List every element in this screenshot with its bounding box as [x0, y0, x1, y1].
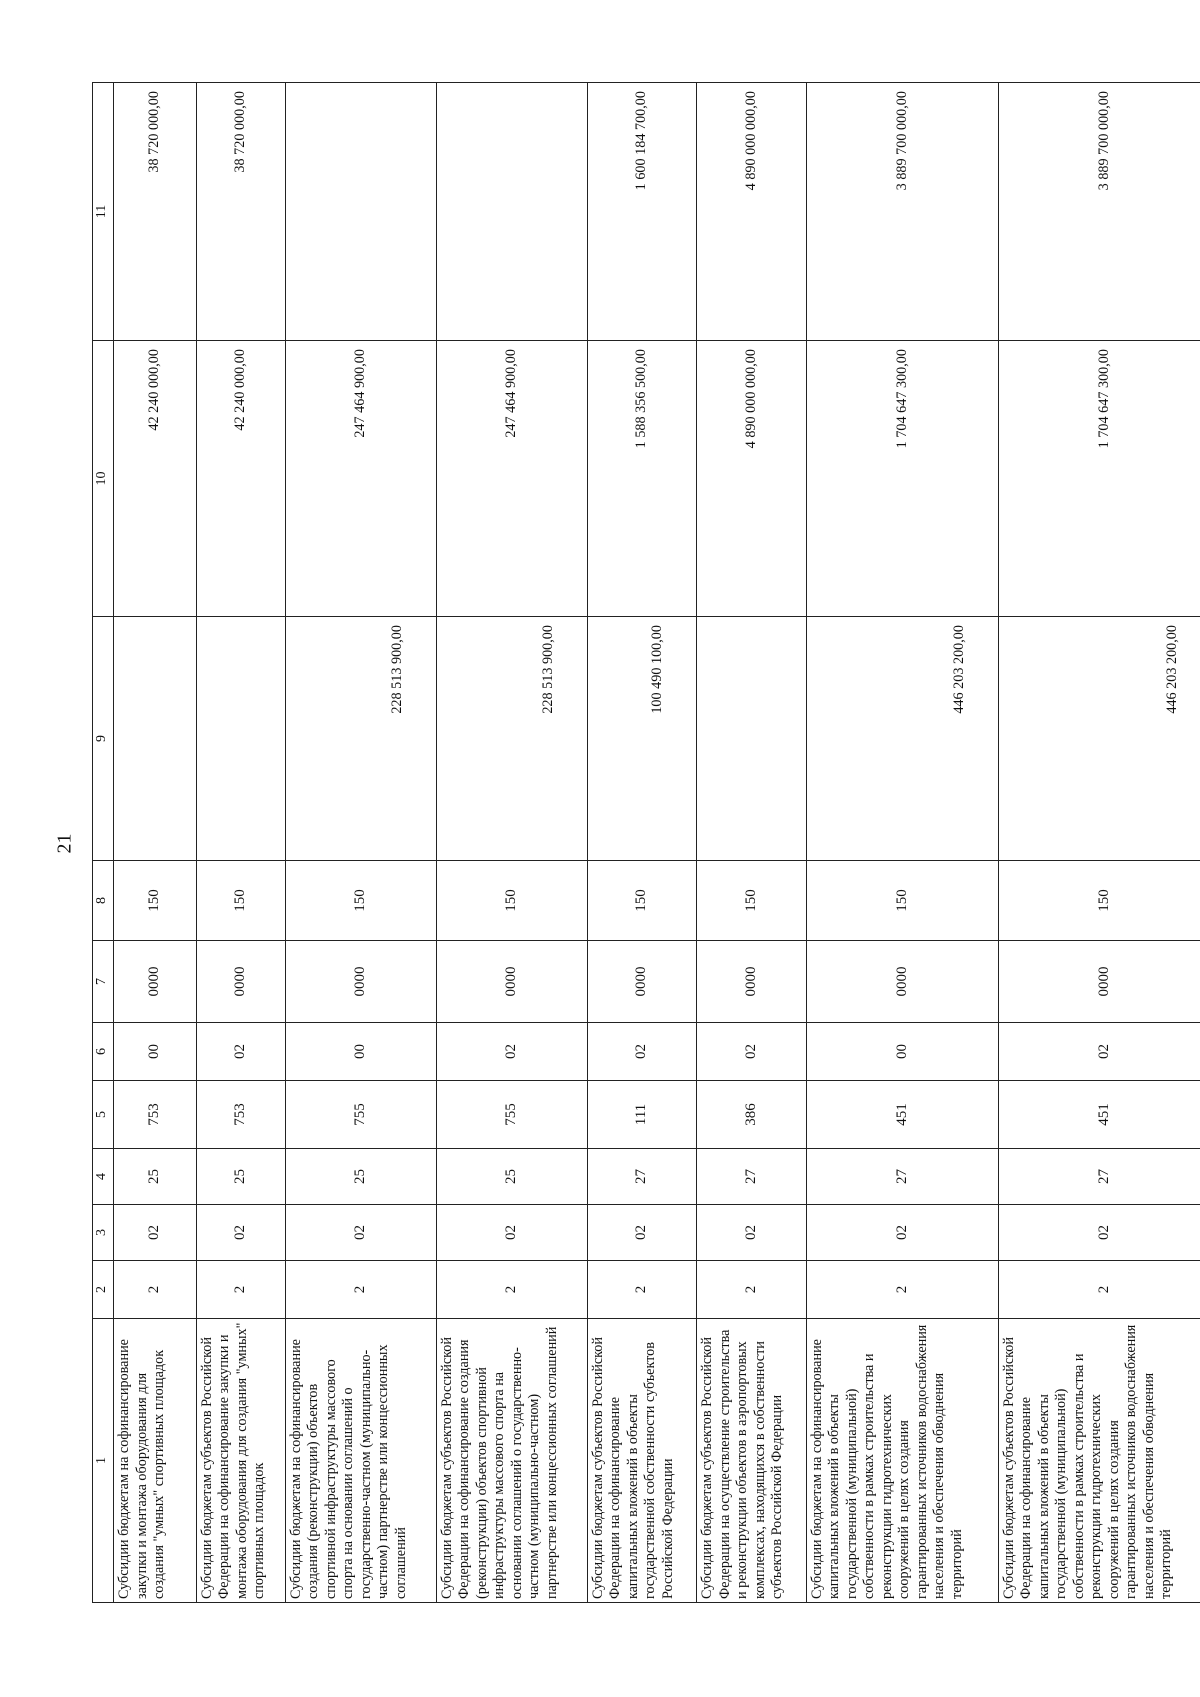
amount-col10: 42 240 000,00 — [196, 341, 285, 617]
kbk-code-cell: 2 — [587, 1261, 697, 1319]
amount-col11: 4 890 000 000,00 — [697, 83, 807, 341]
kbk-code-cell: 150 — [587, 861, 697, 941]
kbk-code-cell: 150 — [806, 861, 998, 941]
kbk-code-cell: 02 — [587, 1205, 697, 1261]
kbk-code-cell: 02 — [998, 1205, 1200, 1261]
column-header: 4 — [93, 1149, 114, 1205]
amount-col10: 1 704 647 300,00 — [806, 341, 998, 617]
row-description: Субсидии бюджетам субъектов Российской Федерации на осуществление строительства и реконструкции объектов в аэропортовых комплексах, находящихся в собственности субъектов Российской Федерации — [697, 1319, 807, 1603]
kbk-code-cell: 25 — [196, 1149, 285, 1205]
kbk-code-cell: 02 — [697, 1205, 807, 1261]
table-row — [806, 83, 998, 1603]
kbk-code-cell: 27 — [697, 1149, 807, 1205]
column-header: 9 — [93, 617, 114, 861]
kbk-code-cell: 150 — [196, 861, 285, 941]
kbk-code-cell: 451 — [806, 1081, 998, 1149]
kbk-code-cell: 386 — [697, 1081, 807, 1149]
kbk-code-cell: 111 — [587, 1081, 697, 1149]
table-row — [998, 83, 1200, 1603]
amount-col11: 38 720 000,00 — [114, 83, 197, 341]
amount-col11: 38 720 000,00 — [196, 83, 285, 341]
amount-col11 — [285, 83, 436, 341]
row-description: Субсидии бюджетам на софинансирование создания (реконструкции) объектов спортивной инфраструктуры массового спорта на основании соглашений о государственно-частном (муниципально-частном) партнерстве или концессионных соглашений — [285, 1319, 436, 1603]
kbk-code-cell: 0000 — [697, 941, 807, 1023]
kbk-code-cell: 753 — [114, 1081, 197, 1149]
kbk-code-cell: 755 — [285, 1081, 436, 1149]
kbk-code-cell: 150 — [998, 861, 1200, 941]
kbk-code-cell: 00 — [285, 1023, 436, 1081]
row-description: Субсидии бюджетам субъектов Российской Федерации на софинансирование создания (реконструкции) объектов спортивной инфраструктуры массового спорта на основании соглашений о государственно-частном (муниципально-частном) партнерстве или концессионных соглашений — [436, 1319, 587, 1603]
column-header: 7 — [93, 941, 114, 1023]
amount-col10: 1 704 647 300,00 — [998, 341, 1200, 617]
column-header: 6 — [93, 1023, 114, 1081]
amount-col10: 1 588 356 500,00 — [587, 341, 697, 617]
kbk-code-cell: 0000 — [196, 941, 285, 1023]
table-wrapper — [92, 83, 1200, 1603]
kbk-code-cell: 02 — [436, 1023, 587, 1081]
kbk-code-cell: 755 — [436, 1081, 587, 1149]
column-header: 10 — [93, 341, 114, 617]
amount-col9 — [697, 617, 807, 861]
kbk-code-cell: 150 — [697, 861, 807, 941]
kbk-code-cell: 2 — [436, 1261, 587, 1319]
kbk-code-cell: 27 — [587, 1149, 697, 1205]
table-row — [114, 83, 197, 1603]
row-description: Субсидии бюджетам субъектов Российской Федерации на софинансирование закупки и монтажа оборудования для создания "умных" спортивных площадок — [196, 1319, 285, 1603]
kbk-code-cell: 27 — [806, 1149, 998, 1205]
column-header: 3 — [93, 1205, 114, 1261]
kbk-code-cell: 2 — [806, 1261, 998, 1319]
row-description: Субсидии бюджетам на софинансирование капитальных вложений в объекты государственной (муниципальной) собственности в рамках строительства и реконструкции гидротехнических сооружений в целях создания гарантированных источников водоснабжения населения и обеспечения обводнения территорий — [806, 1319, 998, 1603]
kbk-code-cell: 00 — [806, 1023, 998, 1081]
kbk-code-cell: 0000 — [114, 941, 197, 1023]
column-header: 2 — [93, 1261, 114, 1319]
column-header: 8 — [93, 861, 114, 941]
kbk-code-cell: 2 — [285, 1261, 436, 1319]
kbk-code-cell: 2 — [998, 1261, 1200, 1319]
kbk-code-cell: 02 — [697, 1023, 807, 1081]
kbk-code-cell: 0000 — [436, 941, 587, 1023]
table-row — [436, 83, 587, 1603]
column-header: 11 — [93, 83, 114, 341]
kbk-code-cell: 150 — [436, 861, 587, 941]
amount-col10: 4 890 000 000,00 — [697, 341, 807, 617]
table-row — [697, 83, 807, 1603]
kbk-code-cell: 00 — [114, 1023, 197, 1081]
kbk-code-cell: 02 — [998, 1023, 1200, 1081]
column-header: 5 — [93, 1081, 114, 1149]
amount-col9: 100 490 100,00 — [587, 617, 697, 861]
kbk-code-cell: 02 — [806, 1205, 998, 1261]
kbk-code-cell: 25 — [285, 1149, 436, 1205]
kbk-code-cell: 0000 — [587, 941, 697, 1023]
amount-col9: 446 203 200,00 — [806, 617, 998, 861]
budget-table — [92, 82, 1200, 1603]
rotated-sheet — [92, 83, 1200, 1603]
table-row — [587, 83, 697, 1603]
kbk-code-cell: 02 — [196, 1023, 285, 1081]
amount-col11 — [436, 83, 587, 341]
row-description: Субсидии бюджетам на софинансирование закупки и монтажа оборудования для создания "умных" спортивных площадок — [114, 1319, 197, 1603]
amount-col9: 228 513 900,00 — [436, 617, 587, 861]
table-row — [285, 83, 436, 1603]
row-description: Субсидии бюджетам субъектов Российской Федерации на софинансирование капитальных вложений в объекты государственной собственности субъектов Российской Федерации — [587, 1319, 697, 1603]
kbk-code-cell: 753 — [196, 1081, 285, 1149]
kbk-code-cell: 25 — [114, 1149, 197, 1205]
column-header: 1 — [93, 1319, 114, 1603]
kbk-code-cell: 451 — [998, 1081, 1200, 1149]
amount-col10: 247 464 900,00 — [436, 341, 587, 617]
amount-col9 — [114, 617, 197, 861]
kbk-code-cell: 2 — [196, 1261, 285, 1319]
kbk-code-cell: 02 — [114, 1205, 197, 1261]
kbk-code-cell: 02 — [587, 1023, 697, 1081]
kbk-code-cell: 2 — [114, 1261, 197, 1319]
amount-col11: 1 600 184 700,00 — [587, 83, 697, 341]
kbk-code-cell: 150 — [285, 861, 436, 941]
kbk-code-cell: 25 — [436, 1149, 587, 1205]
amount-col9 — [196, 617, 285, 861]
amount-col9: 446 203 200,00 — [998, 617, 1200, 861]
kbk-code-cell: 27 — [998, 1149, 1200, 1205]
kbk-code-cell: 0000 — [285, 941, 436, 1023]
amount-col9: 228 513 900,00 — [285, 617, 436, 861]
kbk-code-cell: 150 — [114, 861, 197, 941]
row-description: Субсидии бюджетам субъектов Российской Федерации на софинансирование капитальных вложений в объекты государственной (муниципальной) собственности в рамках строительства и реконструкции гидротехнических сооружений в целях создания гарантированных источников водоснабжения населения и обеспечения обводнения территорий — [998, 1319, 1200, 1603]
table-row — [196, 83, 285, 1603]
amount-col11: 3 889 700 000,00 — [998, 83, 1200, 341]
amount-col10: 42 240 000,00 — [114, 341, 197, 617]
kbk-code-cell: 02 — [196, 1205, 285, 1261]
column-number-row — [93, 83, 114, 1603]
kbk-code-cell: 02 — [436, 1205, 587, 1261]
kbk-code-cell: 0000 — [998, 941, 1200, 1023]
amount-col10: 247 464 900,00 — [285, 341, 436, 617]
kbk-code-cell: 2 — [697, 1261, 807, 1319]
kbk-code-cell: 02 — [285, 1205, 436, 1261]
amount-col11: 3 889 700 000,00 — [806, 83, 998, 341]
page-number: 21 — [53, 833, 76, 854]
kbk-code-cell: 0000 — [806, 941, 998, 1023]
